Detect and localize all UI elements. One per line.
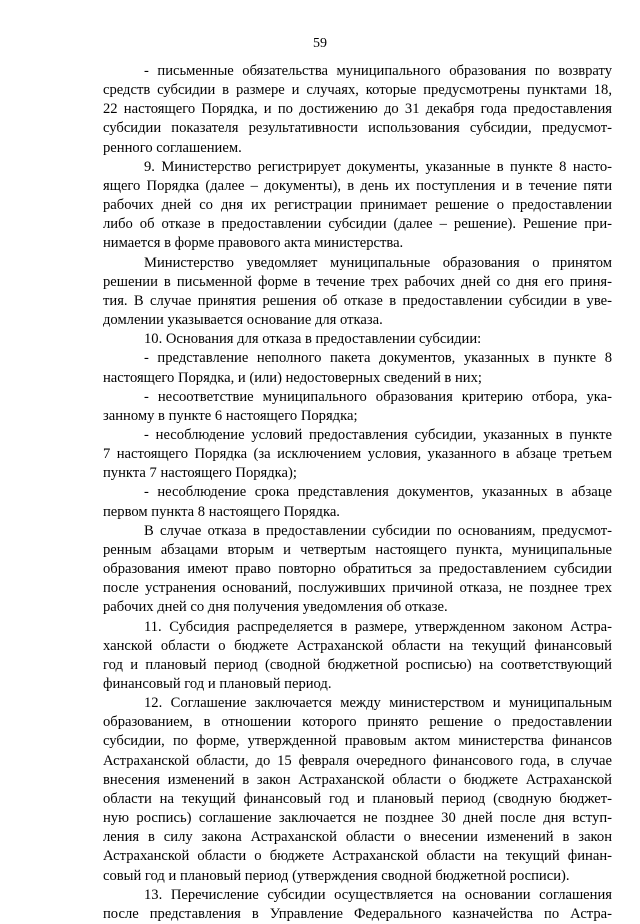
text-line: пункта 7 настоящего Порядка); [103, 465, 297, 482]
text-line: образованием, в отношении которого принято решение о предоставлении [103, 714, 612, 731]
text-line: субсидии, по форме, утвержденной правовым актом министерства финансов [103, 733, 612, 750]
text-line: 11. Субсидия распределяется в размере, утвержденном законом Астра- [144, 618, 612, 635]
text-line: нимается в форме правового акта министерства. [103, 235, 404, 252]
text-line: - письменные обязательства муниципального образования по возврату [144, 63, 612, 79]
text-line: первом пункта 8 настоящего Порядка. [103, 503, 340, 520]
text-line: образования имеют право повторно обратиться за предоставлением субсидии [103, 561, 612, 578]
text-line: ления в силу закона Астраханской области о внесении изменений в закон [103, 829, 612, 846]
text-line: ханской области о бюджете Астраханской области на текущий финансовый [103, 637, 612, 654]
text-line: области на текущий финансовый год и плановый период (сводную бюджет- [103, 790, 612, 807]
text-line: внесения изменений в закон Астраханской области о бюджете Астраханской [103, 771, 612, 788]
text-line: Астраханской области, до 15 февраля очередного финансового года, в случае [103, 752, 612, 769]
text-line: финансовый год и плановый период. [103, 676, 332, 692]
text-line: занному в пункте 6 настоящего Порядка; [103, 407, 358, 424]
text-line: совый год и плановый период (утверждения сводной бюджетной росписи). [103, 867, 570, 884]
text-line: - несоответствие муниципального образования критерию отбора, ука- [144, 388, 612, 405]
text-line: - представление неполного пакета документов, указанных в пункте 8 [144, 350, 612, 367]
text-line: ную роспись) соглашение заключается не позднее 30 дней после дня вступ- [103, 810, 612, 827]
text-line: настоящего Порядка, и (или) недостоверных сведений в них; [103, 369, 482, 386]
text-line: год и плановый период (сводной бюджетной росписью) на соответствующий [103, 656, 612, 673]
text-line: после представления в Управление Федерального казначейства по Астра- [103, 905, 612, 922]
text-line: 12. Соглашение заключается между министерством и муниципальным [144, 695, 612, 712]
text-line: - несоблюдение условий предоставления субсидии, указанных в пункте [144, 426, 612, 443]
text-line: средств субсидии в размере и случаях, которые предусмотрены пунктами 18, [103, 82, 612, 99]
text-line: либо об отказе в предоставлении субсидии (далее – решение). Решение при- [103, 216, 612, 233]
text-line: субсидии показателя результативности использования субсидии, предусмот- [103, 120, 612, 137]
text-line: 22 настоящего Порядка, и по достижению до 31 декабря года предоставления [103, 101, 612, 118]
text-line: рабочих дней со дня их регистрации принимает решение о предоставлении [103, 197, 612, 214]
document-body [103, 62, 612, 924]
text-line: тия. В случае принятия решения об отказе в предоставлении субсидии в уве- [103, 292, 612, 309]
text-line: 7 настоящего Порядка (за исключением условия, указанного в абзаце третьем [103, 446, 612, 463]
text-line: 13. Перечисление субсидии осуществляется на основании соглашения [144, 886, 612, 903]
text-line: ренным абзацами вторым и четвертым настоящего пункта, муниципальные [103, 541, 612, 558]
text-line: ренного соглашением. [103, 139, 242, 156]
text-line: домлении указывается основание для отказа. [103, 312, 383, 329]
text-line: Астраханской области о бюджете Астраханской области на текущий финан- [103, 848, 612, 865]
text-line: ящего Порядка (далее – документы), в день их поступления и в течение пяти [103, 177, 612, 194]
text-line: после устранения оснований, послуживших причиной отказа, не позднее трех [103, 580, 612, 597]
text-line: рабочих дней со дня получения уведомления об отказе. [103, 599, 448, 616]
text-line: решении в письменной форме в течение трех рабочих дней со дня его приня- [103, 273, 612, 290]
text-line: Министерство уведомляет муниципальные образования о принятом [144, 254, 612, 271]
page-number: 59 [313, 36, 327, 51]
text-line: В случае отказа в предоставлении субсидии по основаниям, предусмот- [144, 522, 612, 539]
text-line: - несоблюдение срока представления документов, указанных в абзаце [144, 484, 612, 501]
text-line: 10. Основания для отказа в предоставлении субсидии: [144, 331, 482, 348]
text-line: 9. Министерство регистрирует документы, указанные в пункте 8 насто- [144, 158, 612, 175]
